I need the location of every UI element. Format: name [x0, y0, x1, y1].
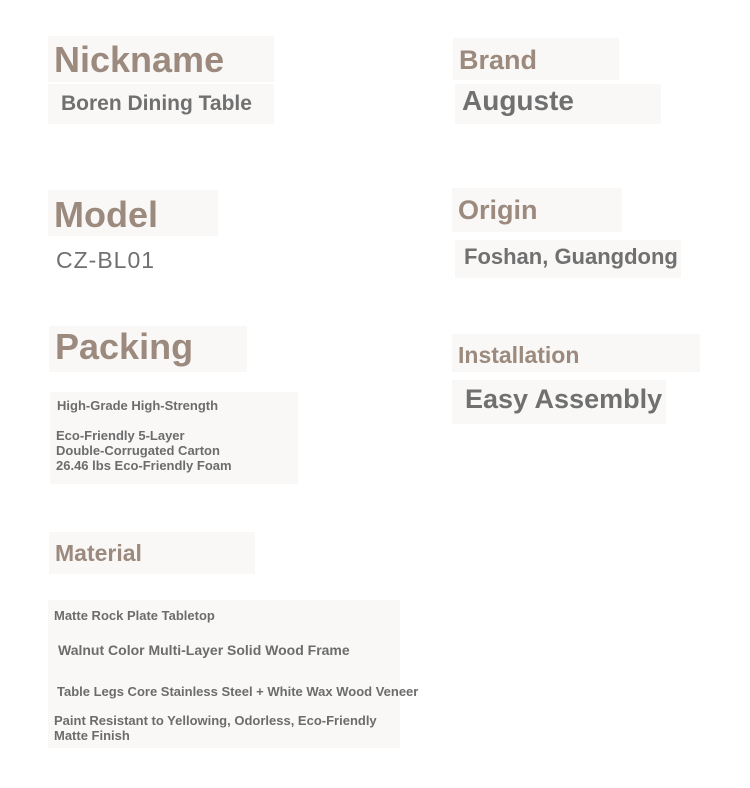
packing-line-3: Double-Corrugated Carton — [56, 443, 220, 458]
material-line-3: Table Legs Core Stainless Steel + White Wax Wood Veneer — [57, 684, 419, 699]
packing-line-4: 26.46 lbs Eco-Friendly Foam — [56, 458, 232, 473]
origin-value: Foshan, Guangdong — [464, 244, 678, 269]
installation-label: Installation — [458, 342, 580, 368]
material-line-4: Paint Resistant to Yellowing, Odorless, Eco-Friendly — [54, 713, 377, 728]
model-label: Model — [54, 194, 158, 235]
packing-line-1: High-Grade High-Strength — [57, 398, 219, 413]
packing-line-2: Eco-Friendly 5-Layer — [56, 428, 185, 443]
installation-value: Easy Assembly — [465, 384, 663, 414]
brand-value: Auguste — [462, 85, 574, 116]
brand-label: Brand — [459, 45, 538, 75]
nickname-value: Boren Dining Table — [61, 92, 252, 115]
material-line-2: Walnut Color Multi-Layer Solid Wood Frame — [58, 642, 350, 658]
nickname-label: Nickname — [54, 39, 225, 80]
material-line-1: Matte Rock Plate Tabletop — [54, 608, 215, 623]
material-label: Material — [55, 540, 142, 566]
origin-label: Origin — [458, 195, 538, 225]
packing-label: Packing — [55, 326, 194, 367]
material-line-5: Matte Finish — [54, 728, 130, 743]
model-value: CZ-BL01 — [56, 247, 156, 273]
